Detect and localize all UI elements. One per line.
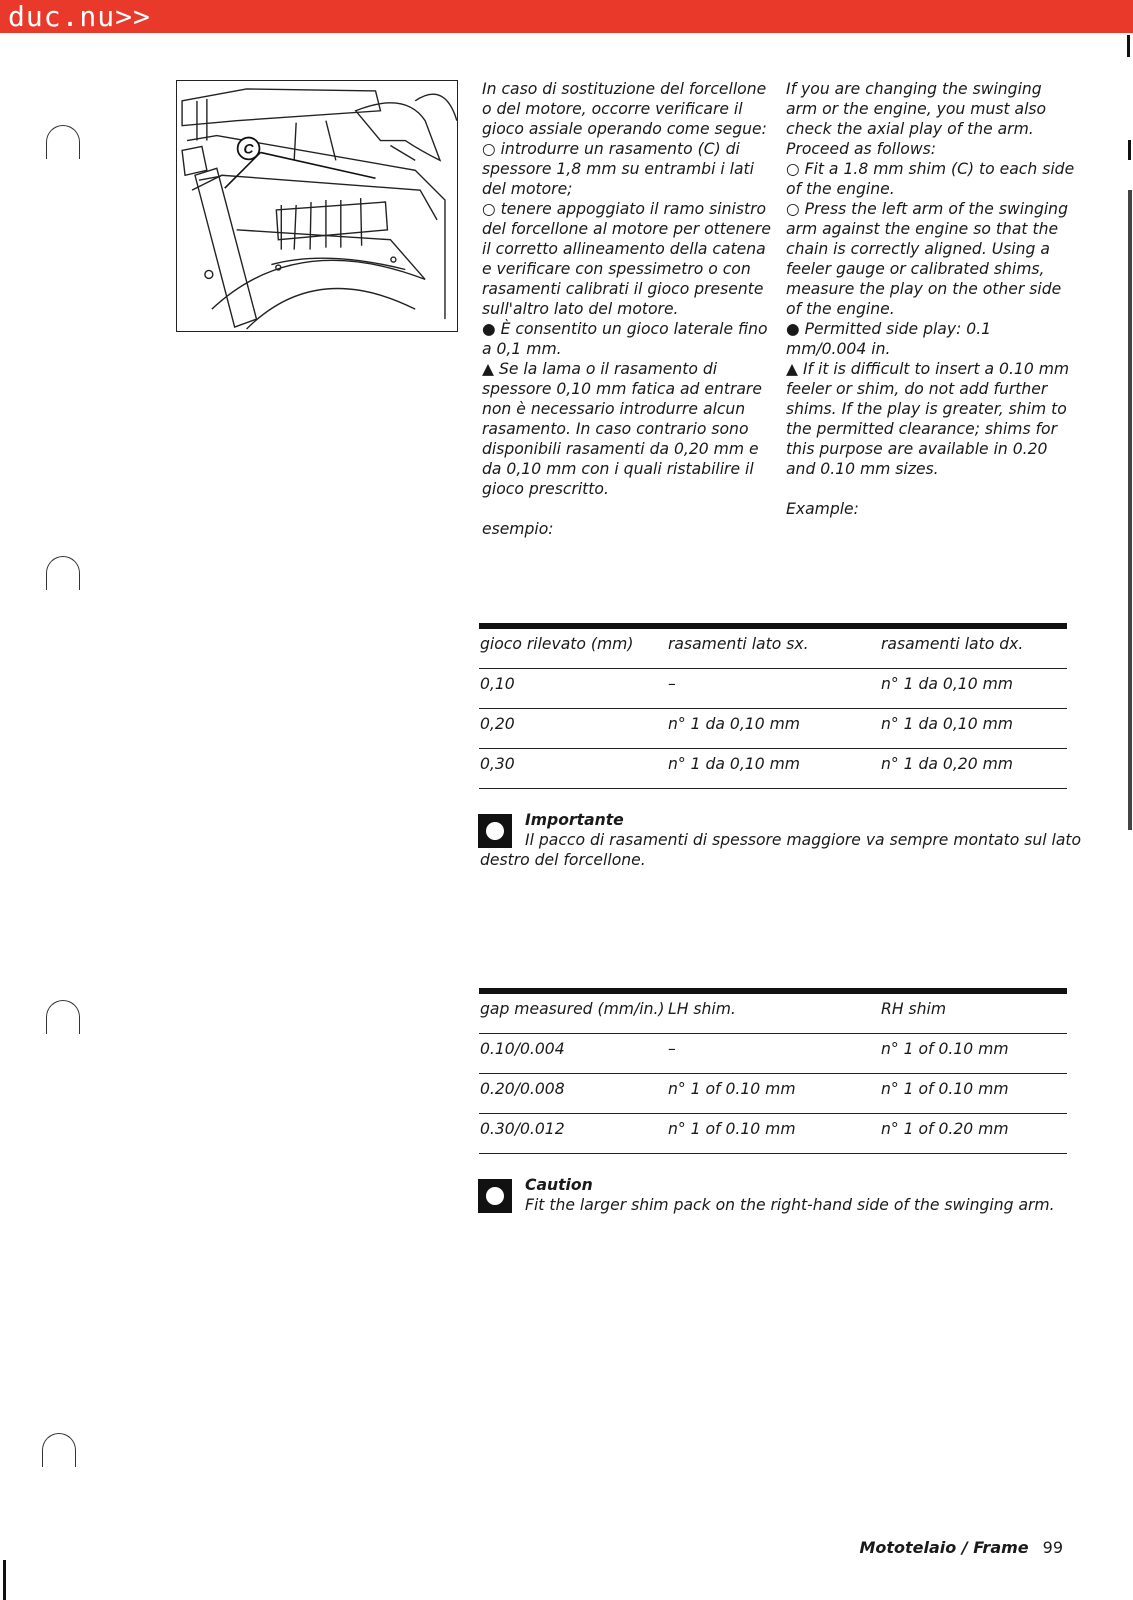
scan-edge-mark [1128,140,1131,160]
scan-edge-mark [3,1560,6,1600]
table-cell: n° 1 of 0.20 mm [881,1120,1009,1138]
header-bar [0,0,1133,33]
table-header-cell: gap measured (mm/in.) [480,1000,665,1018]
italian-paragraph: ● È consentito un gioco laterale fino a 0,1 mm. [482,320,768,358]
table-header-row [479,994,1067,1034]
importante-note [478,810,1082,874]
page-number: 99 [1042,1538,1063,1557]
table-header-cell: gioco rilevato (mm) [480,635,634,653]
site-logo[interactable]: duc.nu>> [8,0,151,33]
italian-paragraph: ○ introdurre un rasamento (C) di spessore 1,8 mm su entrambi i lati del motore; [482,140,754,198]
table-header-cell: RH shim [881,1000,947,1018]
table-row [479,749,1067,789]
italian-example-label: esempio: [482,520,554,538]
note-text: Il pacco di rasamenti di spessore maggiore va sempre montato sul lato [525,831,1082,849]
table-cell: 0,20 [480,715,515,733]
table-row [479,1074,1067,1114]
table-header-row [479,629,1067,669]
note-text-continued: destro del forcellone. [480,851,646,869]
scan-edge-mark [1128,190,1132,830]
table-cell: 0.20/0.008 [480,1080,565,1098]
table-row [479,1034,1067,1074]
note-text: Fit the larger shim pack on the right-hand side of the swinging arm. [525,1196,1055,1214]
table-header-cell: rasamenti lato dx. [881,635,1024,653]
table-cell: n° 1 da 0,10 mm [668,715,800,733]
table-cell: 0,10 [480,675,515,693]
caution-note [478,1175,1078,1219]
table-row [479,669,1067,709]
italian-paragraph: ○ tenere appoggiato il ramo sinistro del forcellone al motore per ottenere il corretto allineamento della catena e verificare con spessimetro o con rasamenti calibrati il gioco presente sull'altro lato del motore. [482,200,771,318]
english-paragraph: If you are changing the swinging arm or the engine, you must also check the axial play of the arm. Proceed as follows: [786,80,1047,158]
table-cell: n° 1 da 0,20 mm [881,755,1013,773]
table-cell: n° 1 of 0.10 mm [668,1120,796,1138]
english-paragraph: ○ Press the left arm of the swinging arm against the engine so that the chain is correctly aligned. Using a feeler gauge or calibrated shims, measure the play on the other side of the engine. [786,200,1068,318]
note-title: Importante [525,811,624,829]
binder-hole [46,556,80,590]
table-header-cell: LH shim. [668,1000,736,1018]
table-header-cell: rasamenti lato sx. [668,635,809,653]
table-cell: 0.30/0.012 [480,1120,565,1138]
italian-instructions [482,79,774,539]
binder-hole [46,125,80,159]
table-row [479,709,1067,749]
table-cell: 0.10/0.004 [480,1040,565,1058]
warning-circle-icon [478,814,512,848]
english-instructions [786,79,1076,519]
table-cell: n° 1 da 0,10 mm [668,755,800,773]
english-paragraph: ▲ If it is difficult to insert a 0.10 mm feeler or shim, do not add further shims. If the play is greater, shim to the permitted clearance; shims for this purpose are available in 0.20 and 0.10 mm sizes. [786,360,1070,478]
swingarm-illustration [176,80,458,332]
swingarm-drawing [177,81,457,331]
italian-paragraph: ▲ Se la lama o il rasamento di spessore 0,10 mm fatica ad entrare non è necessario introdurre alcun rasamento. In caso contrario sono disponibili rasamenti da 0,20 mm e da 0,10 mm con i quali ristabilire il gioco prescritto. [482,360,762,498]
table-cell: 0,30 [480,755,515,773]
table-cell: n° 1 of 0.10 mm [881,1040,1009,1058]
table-cell: n° 1 da 0,10 mm [881,715,1013,733]
table-cell: n° 1 da 0,10 mm [881,675,1013,693]
table-cell: n° 1 of 0.10 mm [668,1080,796,1098]
footer-section-title: Mototelaio / Frame [859,1538,1029,1557]
italian-paragraph: In caso di sostituzione del forcellone o del motore, occorre verificare il gioco assiale operando come segue: [482,80,767,138]
english-paragraph: ○ Fit a 1.8 mm shim (C) to each side of the engine. [786,160,1075,198]
shim-table-english [479,988,1067,1154]
binder-hole [46,1000,80,1034]
scan-edge-mark [1127,35,1130,57]
callout-c-label: C [243,140,254,157]
english-example-label: Example: [786,500,859,518]
english-paragraph: ● Permitted side play: 0.1 mm/0.004 in. [786,320,992,358]
warning-circle-icon [478,1179,512,1213]
table-cell: – [668,1040,676,1058]
page-footer [859,1538,1063,1558]
shim-table-italian [479,623,1067,789]
table-cell: n° 1 of 0.10 mm [881,1080,1009,1098]
note-title: Caution [525,1176,593,1194]
binder-hole [42,1433,76,1467]
table-row [479,1114,1067,1154]
table-cell: – [668,675,676,693]
